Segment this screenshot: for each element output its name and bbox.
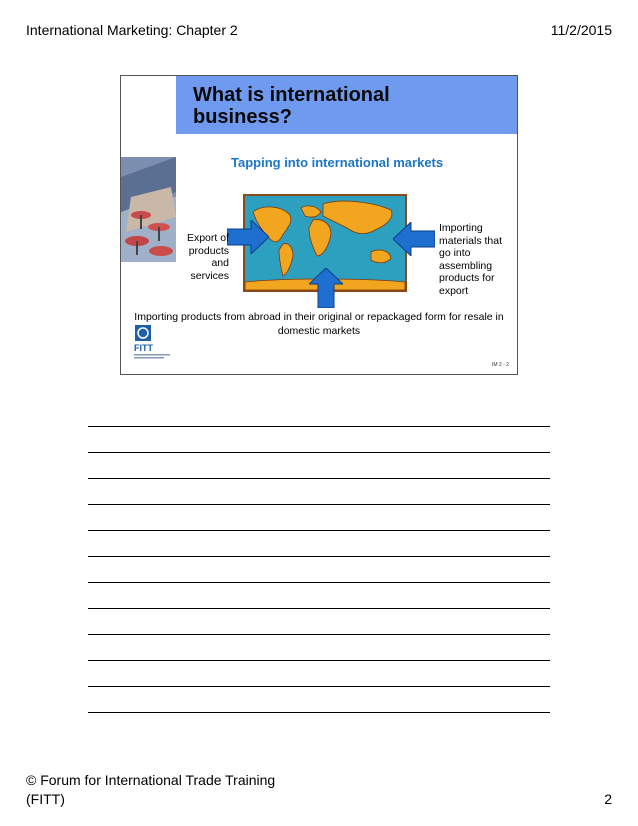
slide-subtitle: Tapping into international markets <box>231 155 444 170</box>
import-products-arrow-icon <box>309 268 343 308</box>
note-line <box>88 636 550 661</box>
import-materials-arrow-icon <box>393 222 435 256</box>
slide-title: What is international business? <box>193 84 390 128</box>
header-date: 11/2/2015 <box>550 22 612 38</box>
note-line <box>88 584 550 609</box>
header-title: International Marketing: Chapter 2 <box>26 22 238 38</box>
footer-page-number: 2 <box>604 791 612 807</box>
export-arrow-icon <box>227 220 269 254</box>
svg-text:FITT: FITT <box>134 343 153 353</box>
import-products-label: Importing products from abroad in their original or repackaged form for resale in domestic markets <box>134 311 504 337</box>
slide-page-ref: IM 2 - 2 <box>492 362 509 368</box>
fitt-logo <box>133 325 173 361</box>
note-line <box>88 402 550 427</box>
footer-copyright: © Forum for International Trade Training (FITT) <box>26 772 276 807</box>
note-line <box>88 688 550 713</box>
note-line <box>88 610 550 635</box>
notes-area <box>88 402 550 714</box>
note-line <box>88 558 550 583</box>
slide-image <box>121 76 517 374</box>
note-line <box>88 454 550 479</box>
note-line <box>88 532 550 557</box>
note-line <box>88 428 550 453</box>
export-label: Export of products and services <box>186 232 229 282</box>
note-line <box>88 662 550 687</box>
note-line <box>88 480 550 505</box>
import-materials-label: Importing materials that go into assembling products for export <box>439 222 503 297</box>
note-line <box>88 506 550 531</box>
cafe-photo <box>121 157 176 262</box>
